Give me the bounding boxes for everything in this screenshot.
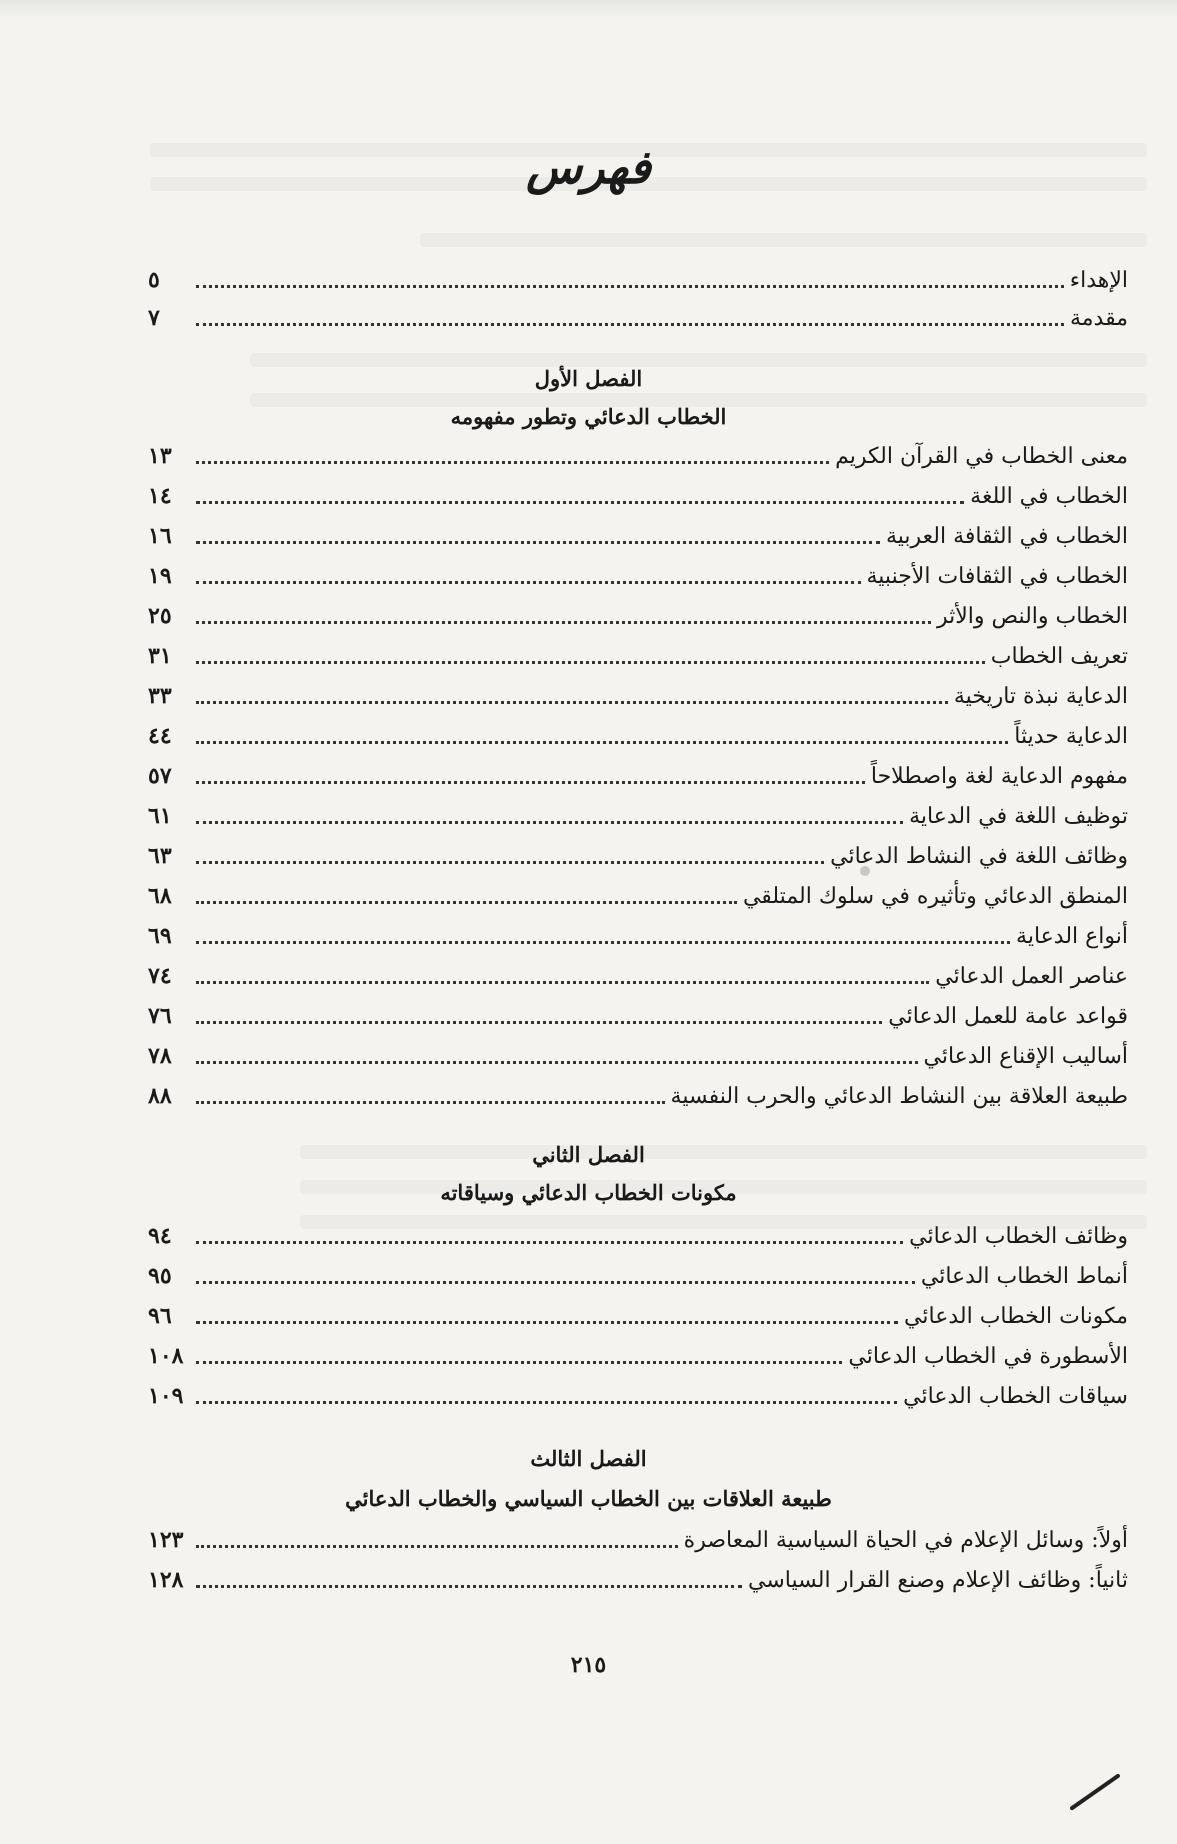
- entry-label: طبيعة العلاقة بين النشاط الدعائي والحرب النفسية: [670, 1083, 1128, 1109]
- chapter-1-heading: الفصل الأول: [534, 366, 643, 391]
- entry-label: عناصر العمل الدعائي: [935, 963, 1128, 989]
- dot-leader: [196, 861, 824, 864]
- toc-entry[interactable]: [148, 1218, 1128, 1254]
- chapter-2-subtitle: مكونات الخطاب الدعائي وسياقاته: [440, 1180, 737, 1205]
- entry-label: ثانياً: وظائف الإعلام وصنع القرار السياسي: [748, 1567, 1128, 1593]
- entry-page-number: ١٩: [148, 563, 172, 589]
- chapter-1-subtitle: الخطاب الدعائي وتطور مفهومه: [450, 404, 727, 429]
- entry-page-number: ١٢٨: [148, 1567, 184, 1593]
- toc-entry[interactable]: [148, 598, 1128, 634]
- toc-entry-introduction[interactable]: [148, 300, 1128, 336]
- toc-entry[interactable]: [148, 958, 1128, 994]
- entry-label: الدعاية نبذة تاريخية: [953, 683, 1128, 709]
- entry-page-number: ٥٧: [148, 763, 172, 789]
- entry-page-number: ١٠٩: [148, 1383, 184, 1409]
- chapter-2-heading: الفصل الثاني: [532, 1142, 645, 1167]
- toc-entry[interactable]: [148, 1522, 1128, 1558]
- dot-leader: [196, 581, 861, 584]
- entry-page-number: ٧٦: [148, 1003, 172, 1029]
- entry-label: أساليب الإقناع الدعائي: [923, 1043, 1128, 1069]
- entry-label: الأسطورة في الخطاب الدعائي: [848, 1343, 1128, 1369]
- entry-page-number: ١٠٨: [148, 1343, 184, 1369]
- dot-leader: [196, 1021, 882, 1024]
- dot-leader: [196, 1241, 903, 1244]
- entry-page-number: ٥: [148, 267, 160, 293]
- entry-label: مفهوم الدعاية لغة واصطلاحاً: [870, 763, 1128, 789]
- toc-entry[interactable]: [148, 718, 1128, 754]
- entry-page-number: ٦٨: [148, 883, 172, 909]
- dot-leader: [196, 1101, 665, 1104]
- dot-leader: [196, 1361, 842, 1364]
- entry-label: وظائف الخطاب الدعائي: [909, 1223, 1128, 1249]
- entry-page-number: ٢٥: [148, 603, 172, 629]
- entry-label: مكونات الخطاب الدعائي: [904, 1303, 1128, 1329]
- toc-entry[interactable]: [148, 998, 1128, 1034]
- entry-page-number: ٧٨: [148, 1043, 172, 1069]
- toc-entry[interactable]: [148, 638, 1128, 674]
- toc-entry[interactable]: [148, 798, 1128, 834]
- entry-label: أنماط الخطاب الدعائي: [920, 1263, 1128, 1289]
- entry-label: قواعد عامة للعمل الدعائي: [888, 1003, 1128, 1029]
- entry-label: توظيف اللغة في الدعاية: [909, 803, 1128, 829]
- entry-page-number: ٦٩: [148, 923, 172, 949]
- chapter-3-subtitle: طبيعة العلاقات بين الخطاب السياسي والخطاب الدعائي: [345, 1486, 832, 1511]
- entry-label: الخطاب في اللغة: [970, 483, 1128, 509]
- entry-label: الخطاب في الثقافة العربية: [885, 523, 1128, 549]
- entry-page-number: ٦٣: [148, 843, 172, 869]
- entry-page-number: ٩٥: [148, 1263, 172, 1289]
- dot-leader: [196, 501, 964, 504]
- entry-label: الخطاب في الثقافات الأجنبية: [866, 563, 1128, 589]
- toc-entry[interactable]: [148, 758, 1128, 794]
- entry-page-number: ٨٨: [148, 1083, 172, 1109]
- entry-page-number: ١٣: [148, 443, 172, 469]
- entry-label: معنى الخطاب في القرآن الكريم: [835, 443, 1128, 469]
- dot-leader: [196, 901, 737, 904]
- dot-leader: [196, 1545, 678, 1548]
- toc-entry[interactable]: [148, 1562, 1128, 1598]
- toc-entry[interactable]: [148, 518, 1128, 554]
- dot-leader: [196, 1401, 897, 1404]
- entry-label: مقدمة: [1069, 305, 1128, 331]
- entry-label: المنطق الدعائي وتأثيره في سلوك المتلقي: [742, 883, 1128, 909]
- entry-label: وظائف اللغة في النشاط الدعائي: [830, 843, 1128, 869]
- entry-page-number: ٣١: [148, 643, 172, 669]
- toc-entry[interactable]: [148, 1258, 1128, 1294]
- entry-page-number: ٤٤: [148, 723, 172, 749]
- toc-entry-dedication[interactable]: [148, 262, 1128, 298]
- entry-page-number: ٧٤: [148, 963, 172, 989]
- toc-entry[interactable]: [148, 1298, 1128, 1334]
- toc-entry[interactable]: [148, 558, 1128, 594]
- entry-page-number: ٩٦: [148, 1303, 172, 1329]
- dot-leader: [196, 701, 948, 704]
- entry-page-number: ١٢٣: [148, 1527, 184, 1553]
- dot-leader: [196, 461, 829, 464]
- entry-page-number: ٩٤: [148, 1223, 172, 1249]
- entry-page-number: ٣٣: [148, 683, 172, 709]
- dot-leader: [196, 661, 985, 664]
- dot-leader: [196, 781, 865, 784]
- toc-entry[interactable]: [148, 1038, 1128, 1074]
- toc-entry[interactable]: [148, 918, 1128, 954]
- toc-entry[interactable]: [148, 678, 1128, 714]
- toc-entry[interactable]: [148, 1078, 1128, 1114]
- toc-entry[interactable]: [148, 878, 1128, 914]
- toc-entry[interactable]: [148, 1378, 1128, 1414]
- entry-page-number: ١٤: [148, 483, 172, 509]
- dot-leader: [196, 1061, 918, 1064]
- entry-page-number: ٧: [148, 305, 160, 331]
- toc-entry[interactable]: [148, 838, 1128, 874]
- dot-leader: [196, 741, 1008, 744]
- entry-page-number: ٦١: [148, 803, 172, 829]
- dot-leader: [196, 285, 1064, 288]
- toc-entry[interactable]: [148, 478, 1128, 514]
- dot-leader: [196, 541, 880, 544]
- entry-page-number: ١٦: [148, 523, 172, 549]
- entry-label: أولاً: وسائل الإعلام في الحياة السياسية المعاصرة: [683, 1527, 1128, 1553]
- dot-leader: [196, 941, 1010, 944]
- entry-label: سياقات الخطاب الدعائي: [903, 1383, 1128, 1409]
- entry-label: الإهداء: [1069, 267, 1128, 293]
- chapter-3-heading: الفصل الثالث: [530, 1446, 647, 1471]
- dot-leader: [196, 323, 1064, 326]
- dot-leader: [196, 1281, 915, 1284]
- dot-leader: [196, 981, 929, 984]
- dot-leader: [196, 821, 903, 824]
- entry-label: تعريف الخطاب: [990, 643, 1128, 669]
- toc-entry[interactable]: [148, 438, 1128, 474]
- toc-entry[interactable]: [148, 1338, 1128, 1374]
- dot-leader: [196, 1585, 742, 1588]
- entry-label: الدعاية حديثاً: [1014, 723, 1128, 749]
- dot-leader: [196, 621, 931, 624]
- dot-leader: [196, 1321, 898, 1324]
- entry-label: الخطاب والنص والأثر: [936, 603, 1128, 629]
- entry-label: أنواع الدعاية: [1016, 923, 1128, 949]
- page-number: ٢١٥: [570, 1652, 607, 1678]
- page-title: فهرس: [526, 140, 651, 194]
